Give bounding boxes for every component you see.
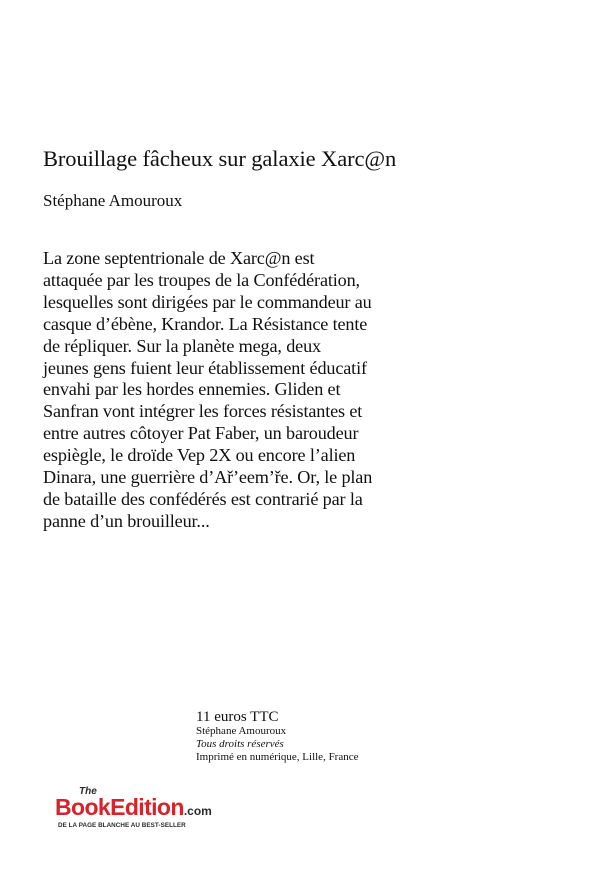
blurb-line: jeunes gens fuient leur établissement éducatif — [43, 357, 367, 378]
blurb-line: Dinara, une guerrière d’Ař’eem’ře. Or, le plan — [43, 467, 373, 488]
publisher-logo — [55, 786, 255, 836]
imprint-author: Stéphane Amouroux — [196, 725, 287, 737]
book-blurb — [43, 248, 463, 533]
imprint-block — [196, 709, 359, 764]
blurb-line: de bataille des confédérés est contrarié par la — [43, 488, 363, 509]
blurb-line: de répliquer. Sur la planète mega, deux — [43, 335, 321, 356]
logo-the-text: The — [79, 786, 97, 797]
blurb-line: panne d’un brouilleur... — [43, 510, 210, 531]
price: 11 euros TTC — [196, 709, 279, 725]
book-author: Stéphane Amouroux — [43, 191, 183, 210]
logo-wordmark — [55, 794, 212, 824]
blurb-line: attaquée par les troupes de la Confédération, — [43, 269, 360, 290]
blurb-line: espiègle, le droïde Vep 2X ou encore l’alien — [43, 445, 356, 466]
logo-domain-text: .com — [183, 804, 212, 818]
blurb-line: envahi par les hordes ennemies. Gliden et — [43, 379, 341, 400]
logo-tagline: DE LA PAGE BLANCHE AU BEST-SELLER — [58, 822, 186, 829]
blurb-line: lesquelles sont dirigées par le commandeur au — [43, 291, 372, 312]
blurb-line: Sanfran vont intégrer les forces résistantes et — [43, 401, 363, 422]
blurb-line: casque d’ébène, Krandor. La Résistance tente — [43, 313, 368, 334]
book-title: Brouillage fâcheux sur galaxie Xarc@n — [43, 146, 397, 171]
blurb-line: entre autres côtoyer Pat Faber, un baroudeur — [43, 423, 359, 444]
printing-notice: Imprimé en numérique, Lille, France — [196, 751, 359, 763]
blurb-line: La zone septentrionale de Xarc@n est — [43, 248, 315, 268]
logo-brand-text: BookEdition — [55, 794, 184, 820]
rights-notice: Tous droits réservés — [196, 738, 284, 750]
